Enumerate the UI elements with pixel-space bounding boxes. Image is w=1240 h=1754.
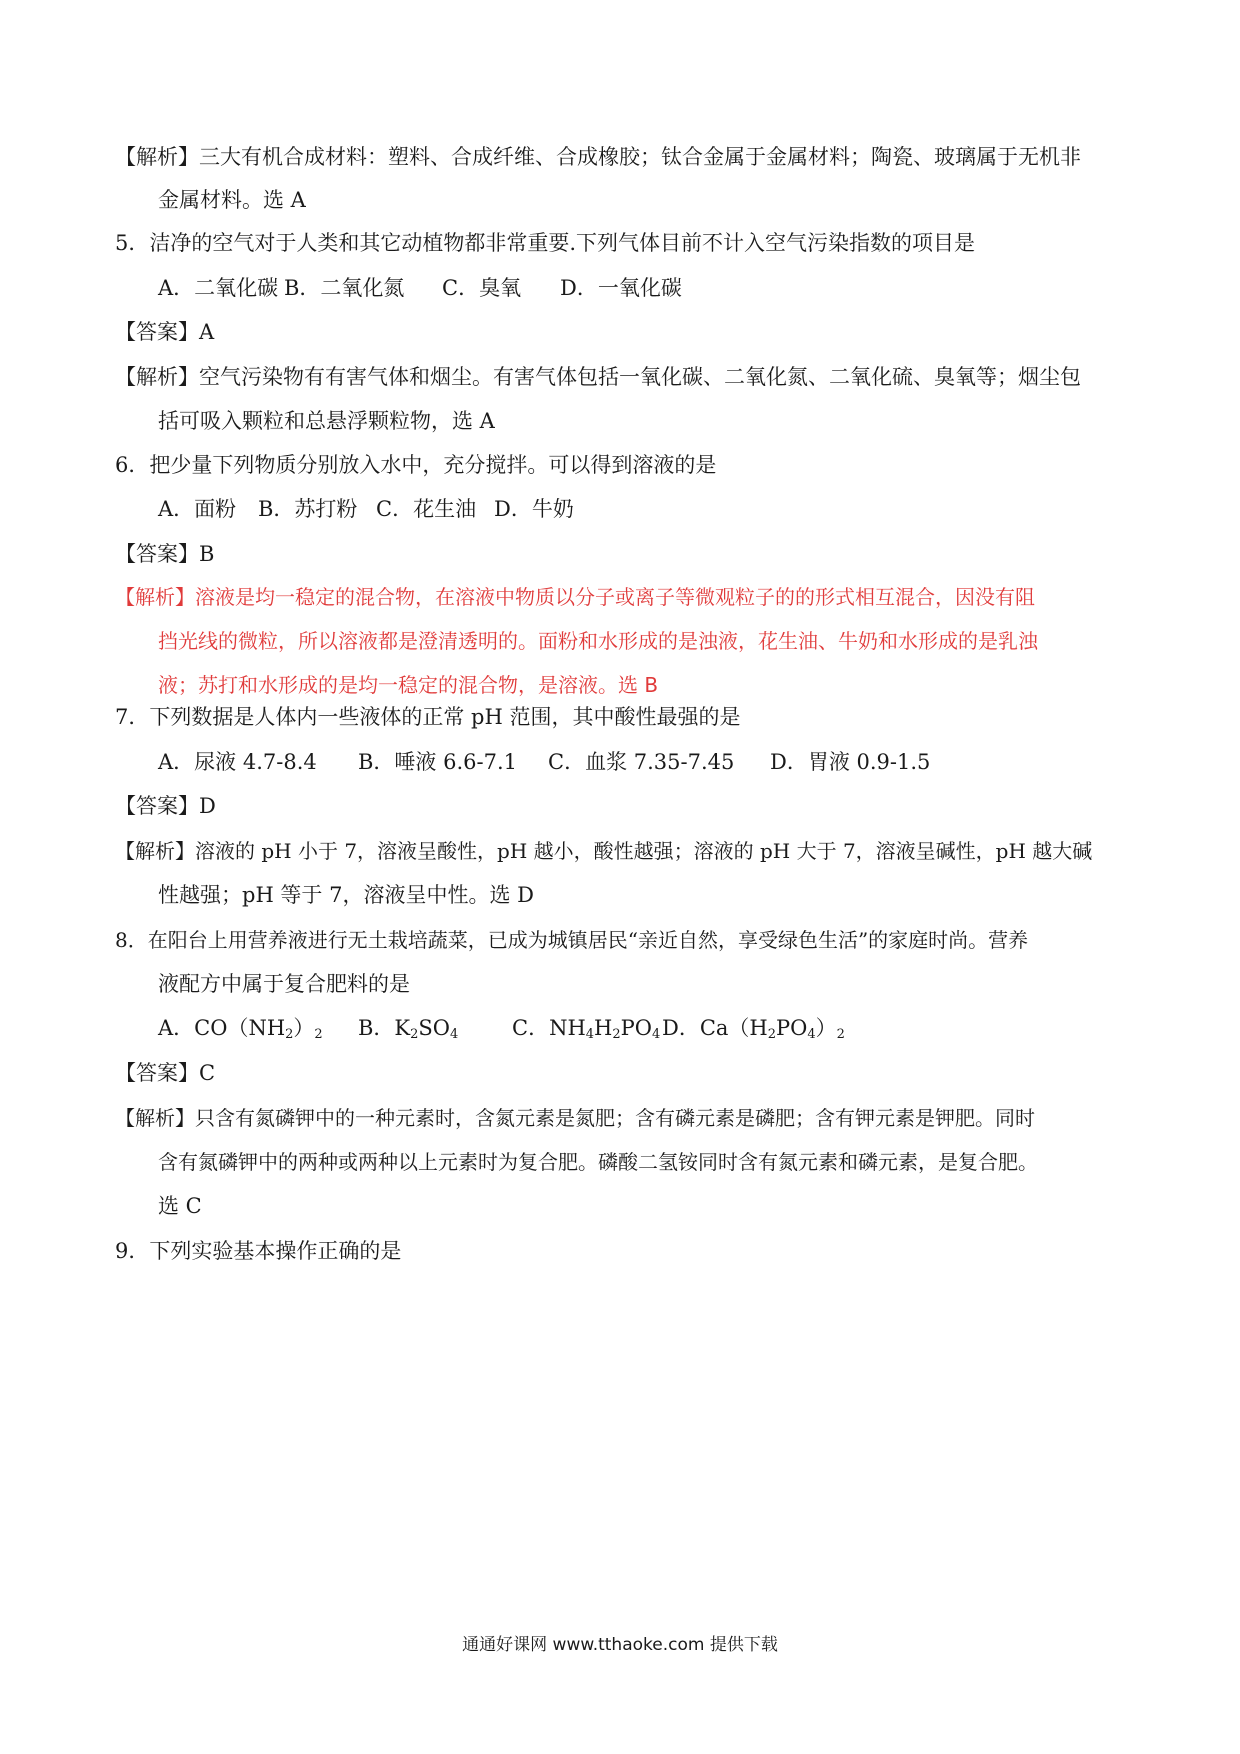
answer-value: B [199,542,215,566]
q7-analysis [115,836,1092,866]
subscript: 4 [585,1027,595,1042]
option-text: SO [418,1016,451,1040]
answer [115,791,216,821]
options-row [158,747,930,777]
subscript: 4 [450,1027,459,1042]
analysis-text: 空气污染物有有害气体和烟尘。有害气体包括一氧化碳、二氧化氮、二氧化硫、臭氧等；烟尘包 [199,365,1081,389]
option-c: C．臭氧 [442,276,522,300]
question-stem: 6．把少量下列物质分别放入水中，充分搅拌。可以得到溶液的是 [115,453,717,477]
subscript: 2 [612,1027,621,1042]
analysis-text: 含有氮磷钾中的两种或两种以上元素时为复合肥。磷酸二氢铵同时含有氮元素和磷元素，是复合肥。 [158,1150,1038,1174]
option-text: PO [620,1016,653,1040]
answer-value: A [199,320,215,344]
analysis-text: 液；苏打和水形成的是均一稳定的混合物，是溶液。选 B [158,673,659,697]
answer [115,539,214,569]
option-text: A．CO（NH [158,1016,286,1040]
analysis-text: 选 C [158,1194,202,1218]
answer-value: D [199,794,216,818]
subscript: 4 [807,1027,816,1042]
analysis-text: 只含有氮磷钾中的一种元素时，含氮元素是氮肥；含有磷元素是磷肥；含有钾元素是钾肥。同时 [195,1106,1035,1130]
option-b: B．苏打粉 [258,497,358,521]
answer-label: 【答案】 [115,320,199,344]
subscript: 2 [767,1027,777,1042]
option-d [662,1013,845,1043]
option-d: D．胃液 0.9-1.5 [770,750,931,774]
answer-label: 【答案】 [115,794,199,818]
question-stem: 8．在阳台上用营养液进行无土栽培蔬菜，已成为城镇居民“亲近自然，享受绿色生活”的家庭时尚。营养 [115,928,1029,952]
option-text: ） [293,1016,315,1040]
analysis-text: 括可吸入颗粒和总悬浮颗粒物，选 A [158,409,495,433]
option-a: A．二氧化碳 [158,276,279,300]
q5-analysis [115,362,1081,392]
options-row [158,273,682,303]
option-b: B．二氧化氮 [284,276,405,300]
question-stem: 5．洁净的空气对于人类和其它动植物都非常重要.下列气体目前不计入空气污染指数的项目是 [115,231,976,255]
subscript: 4 [652,1027,661,1042]
option-text: D．Ca（H [662,1016,768,1040]
option-d: D．牛奶 [494,497,574,521]
option-c [512,1013,662,1043]
option-text: PO [776,1016,808,1040]
option-b: B．唾液 6.6-7.1 [358,750,517,774]
q4-analysis [115,142,1081,172]
answer [115,317,214,347]
q8-analysis [115,1103,1035,1133]
option-a: A．尿液 4.7-8.4 [158,750,317,774]
option-text: B．K [358,1016,411,1040]
option-c: C．花生油 [376,497,477,521]
analysis-text: 溶液的 pH 小于 7，溶液呈酸性，pH 越小，酸性越强；溶液的 pH 大于 7，溶液呈碱性，pH 越大碱 [195,839,1093,863]
analysis-label: 【解析】 [115,145,199,169]
question-stem: 9．下列实验基本操作正确的是 [115,1239,402,1263]
analysis-label: 【解析】 [115,1106,195,1130]
answer [115,1058,215,1088]
subscript: 2 [285,1027,294,1042]
option-a [158,1013,358,1043]
option-d: D．一氧化碳 [560,276,682,300]
subscript: 2 [836,1027,845,1042]
analysis-label: 【解析】 [115,365,199,389]
option-text: ） [815,1016,837,1040]
question-stem: 7．下列数据是人体内一些液体的正常 pH 范围，其中酸性最强的是 [115,705,741,729]
answer-label: 【答案】 [115,1061,199,1085]
option-a: A．面粉 [158,497,237,521]
option-c: C．血浆 7.35-7.45 [548,750,735,774]
q6-analysis [115,582,1035,612]
options-row [158,494,574,524]
option-b [358,1013,512,1043]
option-text: C．NH [512,1016,586,1040]
options-row [158,1013,845,1043]
analysis-text: 溶液是均一稳定的混合物，在溶液中物质以分子或离子等微观粒子的的形式相互混合，因没有阻 [195,585,1035,609]
analysis-text: 三大有机合成材料：塑料、合成纤维、合成橡胶；钛合金属于金属材料；陶瓷、玻璃属于无机非 [199,145,1081,169]
analysis-label: 【解析】 [115,839,195,863]
answer-label: 【答案】 [115,542,199,566]
analysis-text: 金属材料。选 A [158,188,306,212]
analysis-text: 性越强；pH 等于 7，溶液呈中性。选 D [158,883,534,907]
analysis-label: 【解析】 [115,585,195,609]
page-footer: 通通好课网 www.tthaoke.com 提供下载 [462,1635,778,1655]
analysis-text: 挡光线的微粒，所以溶液都是澄清透明的。面粉和水形成的是浊液，花生油、牛奶和水形成的是乳浊 [158,629,1038,653]
subscript: 2 [314,1027,323,1042]
answer-value: C [199,1061,216,1085]
subscript: 2 [410,1027,419,1042]
option-text: H [594,1016,613,1040]
question-stem-cont: 液配方中属于复合肥料的是 [158,972,410,996]
